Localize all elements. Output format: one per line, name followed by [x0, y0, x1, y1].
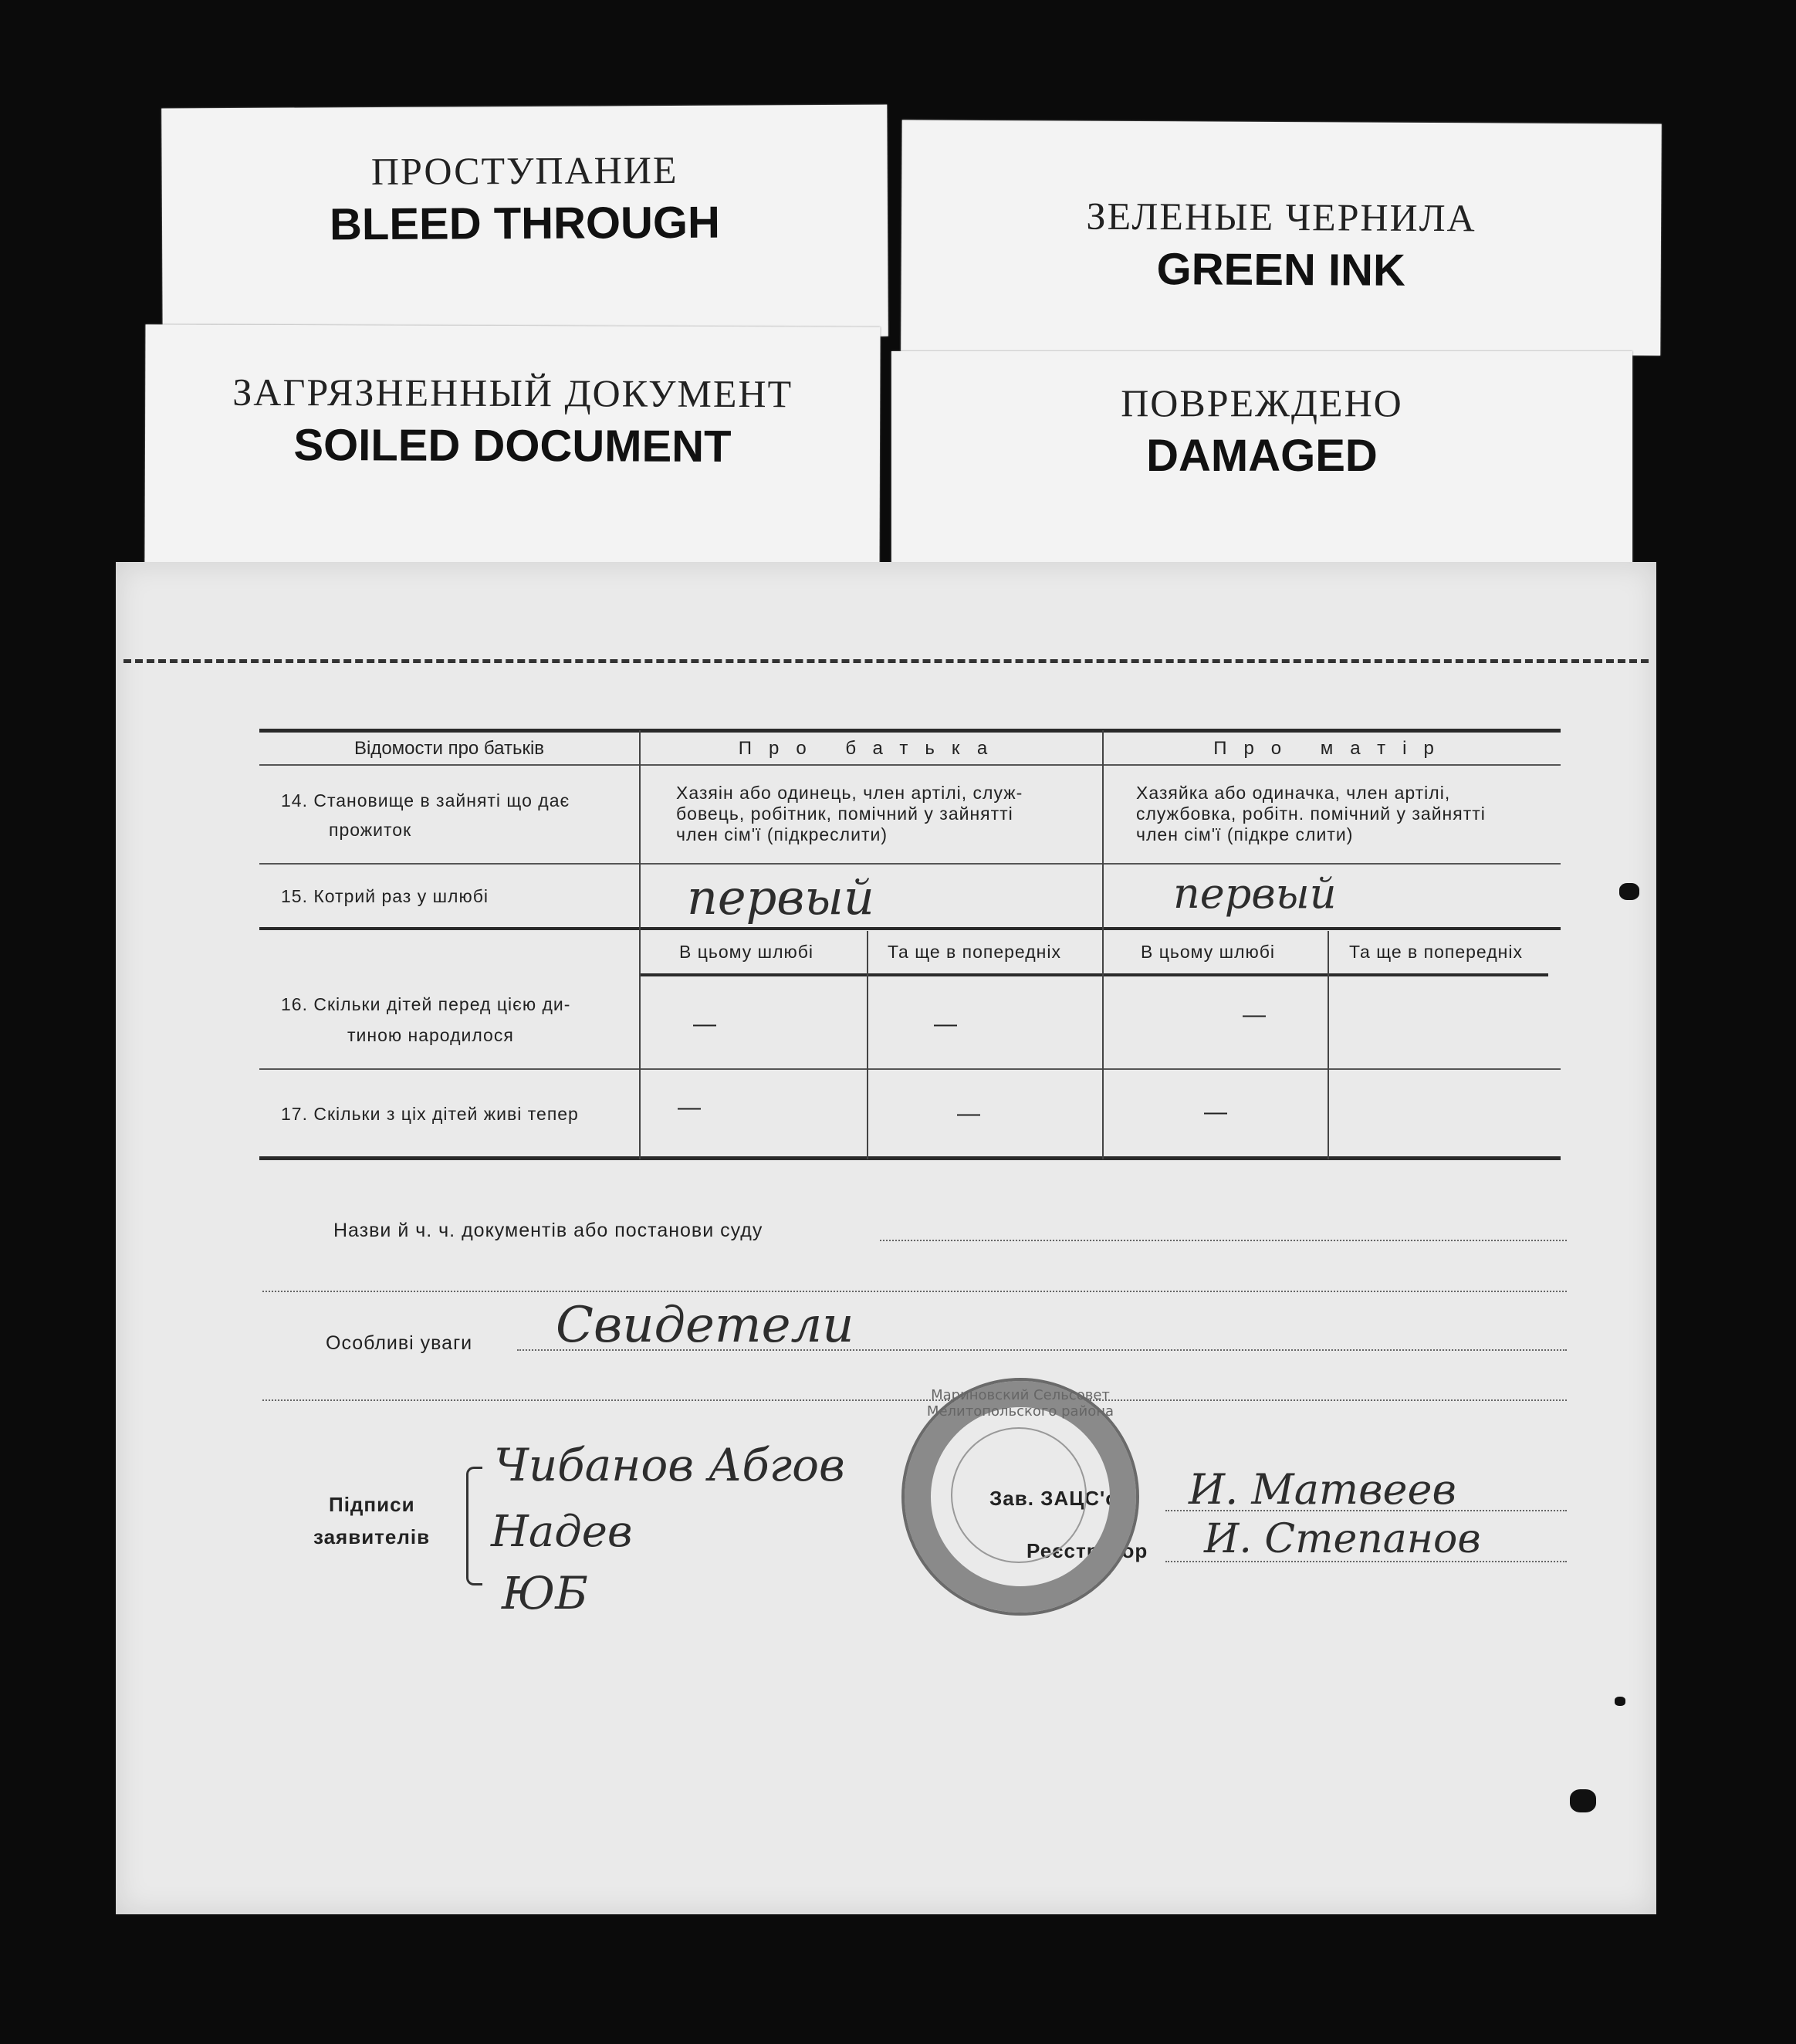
row14-mother-3: член сім'ї (підкре слити) [1136, 824, 1354, 844]
row14-label-1: 14. Становище в зайняті що дає [281, 790, 570, 810]
header-father: Про батька [738, 738, 1005, 759]
documents-line-2 [262, 1291, 1567, 1292]
tag-green-ink [901, 120, 1662, 355]
row14-rule [259, 863, 1561, 865]
head-line [1165, 1510, 1567, 1511]
row16-label-2: тиною народилося [347, 1025, 514, 1045]
row17-label: 17. Скільки з ціх дітей живі тепер [281, 1104, 579, 1124]
applicant-signature-1: Чибанов Абгов [494, 1439, 845, 1491]
damage-hole [1570, 1789, 1596, 1812]
sub-m-previous: Та ще в попередніх [1349, 942, 1523, 962]
tag-damaged-en: DAMAGED [1146, 431, 1378, 481]
row16-label-1: 16. Скільки дітей перед цією ди- [281, 994, 571, 1014]
row16-v3: — [1243, 1002, 1267, 1027]
row15-rule [259, 927, 1561, 930]
official-stamp [901, 1378, 1139, 1616]
table-bottom-rule [259, 1156, 1561, 1160]
tag-bleed-en: BLEED THROUGH [329, 197, 721, 250]
notes-value: Свидетели [556, 1297, 854, 1354]
table-top-rule [259, 729, 1561, 733]
tag-soiled-document [144, 324, 880, 566]
tag-damaged-ru: ПОВРЕЖДЕНО [1121, 381, 1403, 425]
col-divider-2 [1102, 730, 1104, 1159]
sub-m-current: В цьому шлюбі [1141, 942, 1276, 962]
head-signature: И. Матвеев [1189, 1465, 1456, 1514]
registrar-line [1165, 1561, 1567, 1562]
registrar-signature: И. Степанов [1204, 1516, 1481, 1562]
sub-f-previous: Та ще в попередніх [888, 942, 1061, 962]
tag-bleed-ru: ПРОСТУПАНИЕ [370, 147, 678, 194]
header-info: Відомости про батьків [353, 738, 545, 759]
row14-mother-1: Хазяйка або одиначка, член артілі, [1136, 783, 1451, 803]
row17-v3: — [1204, 1099, 1228, 1125]
record-sheet [116, 562, 1656, 1914]
registrar-label: Реєстратор [1027, 1539, 1148, 1562]
row15-father-value: первый [687, 869, 874, 926]
row14-father-2: бовець, робітник, помічний у зайнятті [676, 804, 1013, 824]
row16-rule [259, 1068, 1561, 1070]
row14-father-1: Хазяін або одинець, член артілі, служ- [676, 783, 1023, 803]
signatures-label-1: Підписи [329, 1493, 415, 1516]
col-divider-1 [639, 730, 641, 1159]
subheader-rule [641, 973, 1548, 976]
row14-father-3: член сім'ї (підкреслити) [676, 824, 888, 844]
notes-line-1 [517, 1349, 1567, 1351]
documents-label: Назви й ч. ч. документів або постанови суду [333, 1220, 763, 1241]
perforation-line [123, 659, 1649, 663]
applicant-signature-3: ЮБ [502, 1567, 588, 1619]
row15-label: 15. Котрий раз у шлюбі [281, 886, 489, 906]
head-label: Зав. ЗАЦС'ом [989, 1487, 1134, 1510]
signatures-brace [466, 1467, 482, 1585]
applicant-signature-2: Надев [491, 1507, 633, 1557]
row14-label-2: прожиток [329, 820, 412, 840]
row17-v1: — [678, 1095, 702, 1120]
damage-hole [1615, 1697, 1625, 1706]
documents-line-1 [880, 1240, 1567, 1241]
stamp-emblem [951, 1427, 1087, 1563]
tag-damaged [891, 351, 1632, 575]
header-mother: Про матір [1213, 738, 1451, 759]
tag-green-ru: ЗЕЛЕНЫЕ ЧЕРНИЛА [1086, 194, 1476, 240]
tag-soiled-ru: ЗАГРЯЗНЕННЫЙ ДОКУМЕНТ [232, 370, 793, 416]
header-rule [259, 764, 1561, 766]
row17-v2: — [957, 1101, 981, 1126]
signatures-label-2: заявителів [313, 1525, 431, 1548]
tag-bleed-through [161, 105, 888, 340]
row15-mother-value: первый [1173, 869, 1337, 918]
sub-f-current: В цьому шлюбі [679, 942, 814, 962]
tag-green-en: GREEN INK [1156, 244, 1406, 296]
stamp-text: Мариновский Сельсовет Мелитопольского района [926, 1387, 1114, 1420]
tag-soiled-en: SOILED DOCUMENT [293, 420, 732, 472]
col-divider-f [867, 931, 868, 1159]
notes-label: Особливі уваги [326, 1332, 473, 1354]
damage-hole [1619, 883, 1639, 900]
row16-v2: — [934, 1011, 958, 1037]
row16-v1: — [693, 1011, 717, 1037]
row14-mother-2: службовка, робітн. помічний у зайнятті [1136, 804, 1486, 824]
col-divider-m [1328, 931, 1329, 1159]
